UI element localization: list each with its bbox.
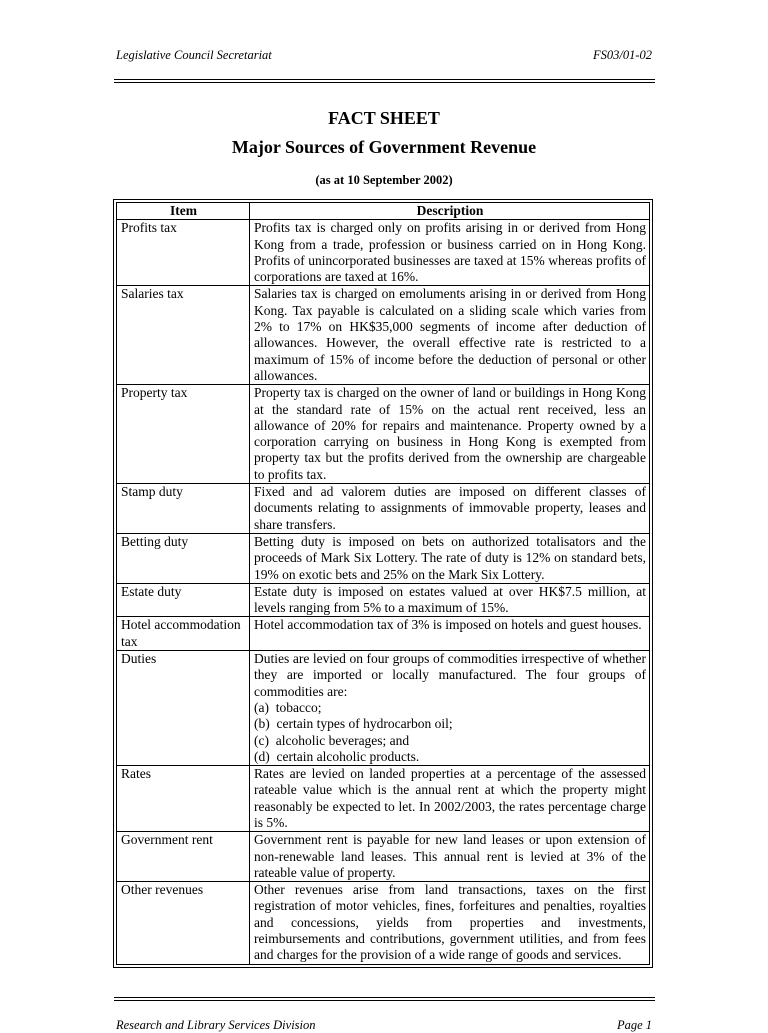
row-item: Estate duty <box>117 583 250 617</box>
table-row <box>117 882 650 964</box>
table-row <box>117 766 650 832</box>
revenue-table-frame <box>113 199 653 968</box>
table-row <box>117 832 650 882</box>
row-item: Salaries tax <box>117 286 250 385</box>
row-item: Rates <box>117 766 250 832</box>
row-description: Betting duty is imposed on bets on authorized totalisators and the proceeds of Mark Six Lottery. The rate of duty is 12% on standard bets, 19% on exotic bets and 25% on the Mark Six Lottery. <box>250 533 650 583</box>
column-header-item: Item <box>117 203 250 220</box>
page-title: FACT SHEET <box>328 108 440 128</box>
list-item: (a) tobacco; <box>254 699 322 715</box>
row-description: Fixed and ad valorem duties are imposed on different classes of documents relating to assignments of immovable property, leases and share transfers. <box>250 484 650 534</box>
row-item: Profits tax <box>117 220 250 286</box>
table-row <box>117 385 650 484</box>
page-header <box>116 48 652 63</box>
header-org: Legislative Council Secretariat <box>116 48 272 62</box>
table-row <box>117 651 650 766</box>
list-item: (d) certain alcoholic products. <box>254 748 420 764</box>
header-doc-id: FS03/01-02 <box>592 48 652 62</box>
table-row <box>117 286 650 385</box>
row-item: Government rent <box>117 832 250 882</box>
footer-rule <box>114 997 655 1001</box>
list-item: (b) certain types of hydrocarbon oil; <box>254 716 453 732</box>
revenue-table <box>116 202 650 965</box>
row-description: Salaries tax is charged on emoluments arising in or derived from Hong Kong. Tax payable is calculated on a sliding scale which varies from 2% to 17% on HK$35,000 segments of income after deduction of allowances. However, the overall effective rate is restricted to a maximum of 15% of income before the deduction of personal or other allowances. <box>250 286 650 385</box>
row-description: Government rent is payable for new land leases or upon extension of non-renewable land leases. This annual rent is levied at 3% of the rateable value of property. <box>250 832 650 882</box>
row-description: Property tax is charged on the owner of land or buildings in Hong Kong at the standard rate of 15% on the actual rent received, less an allowance of 20% for repairs and maintenance. Property owned by a corporation carrying on business in Hong Kong is exempted from property tax but the profits derived from the ownership are chargeable to profits tax. <box>250 385 650 484</box>
row-description <box>250 651 650 766</box>
row-item: Duties <box>117 651 250 766</box>
row-item: Betting duty <box>117 533 250 583</box>
footer-page-number: Page 1 <box>616 1018 652 1032</box>
table-row <box>117 583 650 617</box>
page-date: (as at 10 September 2002) <box>315 173 453 187</box>
row-item: Stamp duty <box>117 484 250 534</box>
row-item: Hotel accommodation tax <box>117 617 250 651</box>
footer-division: Research and Library Services Division <box>116 1018 316 1032</box>
table-row <box>117 220 650 286</box>
table-row <box>117 533 650 583</box>
row-description: Other revenues arise from land transactions, taxes on the first registration of motor vehicles, fines, forfeitures and penalties, royalties and concessions, yields from properties and investments, reimbursements and contributions, government utilities, and from fees and charges for the provision of a wide range of goods and services. <box>250 882 650 964</box>
header-rule <box>114 79 655 83</box>
row-item: Property tax <box>117 385 250 484</box>
page-subtitle: Major Sources of Government Revenue <box>231 137 537 157</box>
row-description: Estate duty is imposed on estates valued at over HK$7.5 million, at levels ranging from 5% to a maximum of 15%. <box>250 583 650 617</box>
table-row <box>117 484 650 534</box>
row-description: Hotel accommodation tax of 3% is imposed on hotels and guest houses. <box>250 617 650 651</box>
column-header-description: Description <box>250 203 650 220</box>
list-item: (c) alcoholic beverages; and <box>254 732 410 748</box>
duties-intro: Duties are levied on four groups of commodities irrespective of whether they are imported or locally manufactured. The four groups of commodities are: <box>254 651 646 699</box>
table-row <box>117 617 650 651</box>
page-footer <box>116 1018 652 1033</box>
row-description: Rates are levied on landed properties at a percentage of the assessed rateable value which is the annual rent at which the property might reasonably be expected to let. In 2002/2003, the rates percentage charge is 5%. <box>250 766 650 832</box>
row-description: Profits tax is charged only on profits arising in or derived from Hong Kong from a trade, profession or business carried on in Hong Kong. Profits of unincorporated businesses are taxed at 15% whereas profits of corporations are taxed at 16%. <box>250 220 650 286</box>
row-item: Other revenues <box>117 882 250 964</box>
table-header-row <box>117 203 650 220</box>
